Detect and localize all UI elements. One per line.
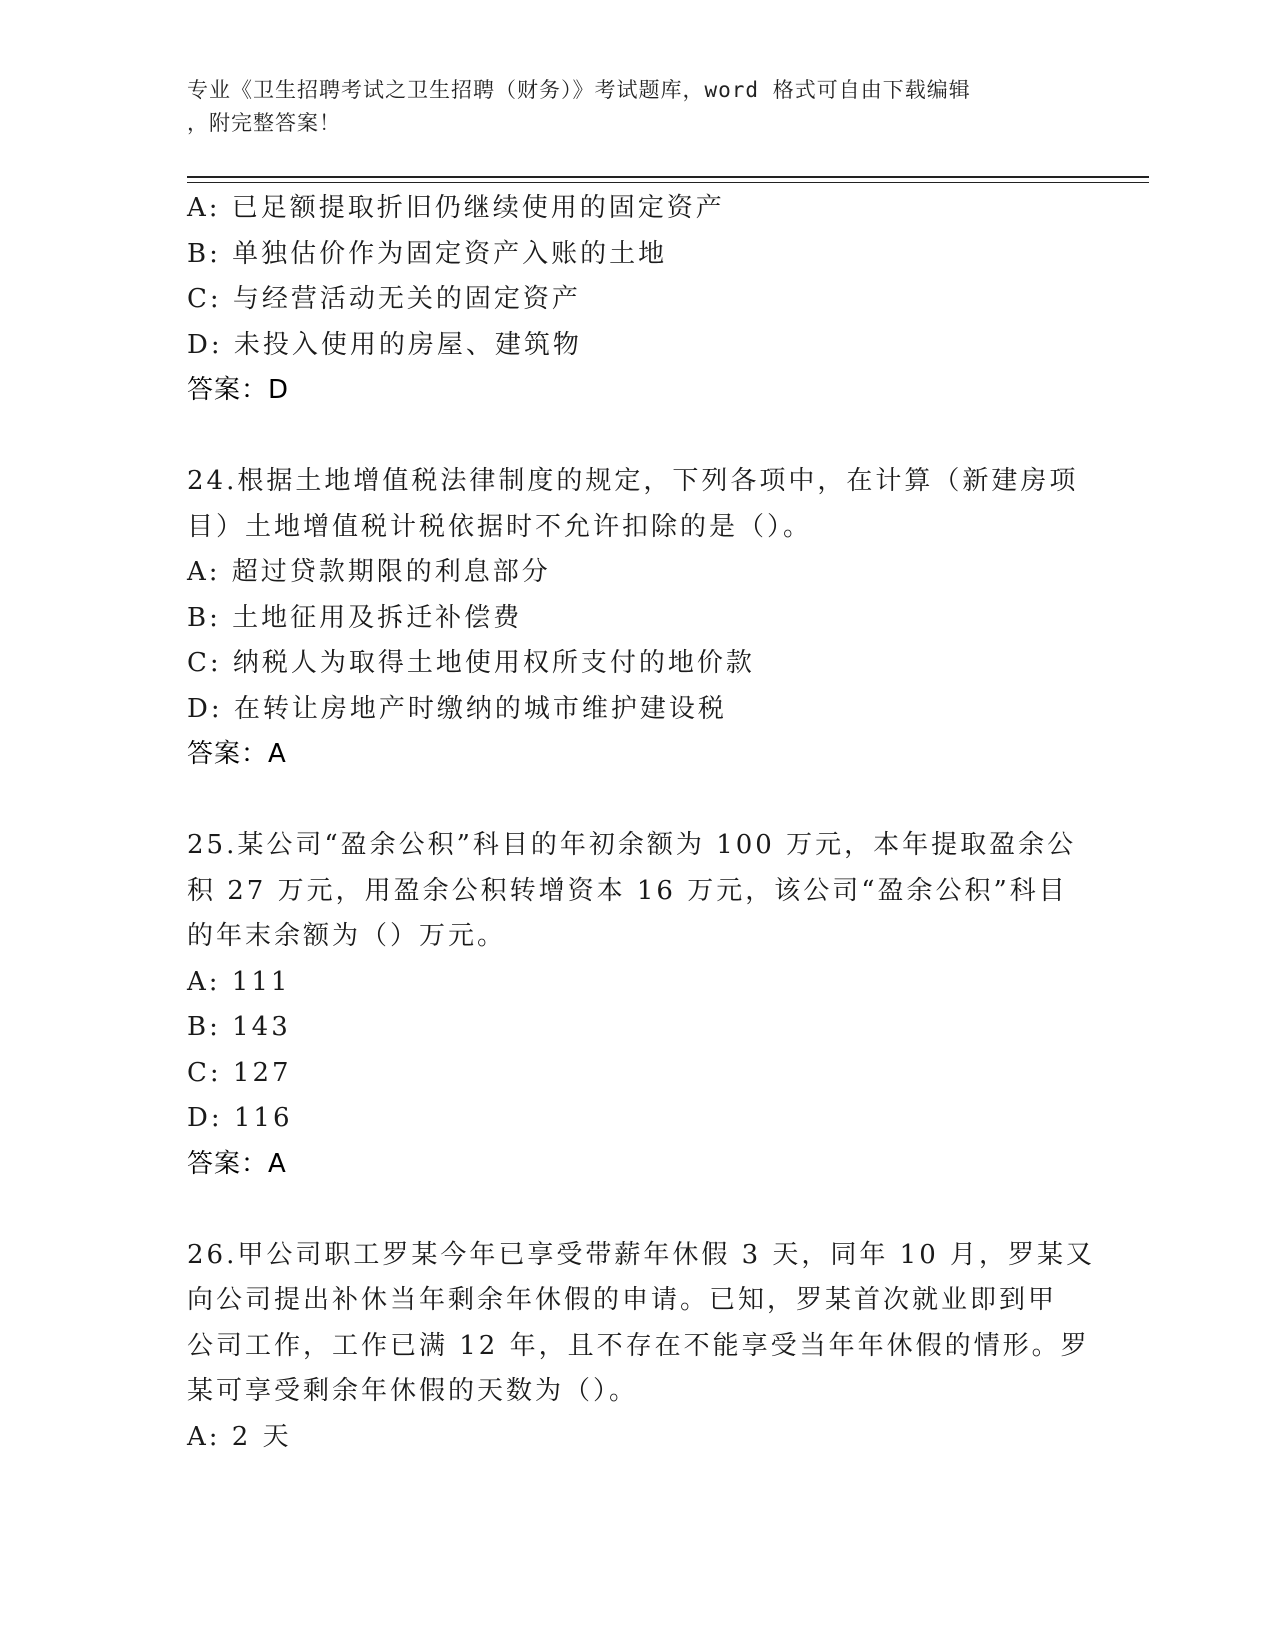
- q26-stem-line-1: 26.甲公司职工罗某今年已享受带薪年休假 3 天，同年 10 月，罗某又: [187, 1239, 1096, 1270]
- q24-option-b: B: 土地征用及拆迁补偿费: [187, 602, 523, 633]
- q25-option-c: C: 127: [187, 1057, 292, 1088]
- q24-answer: 答案：A: [187, 739, 287, 769]
- q24-option-d: D: 在转让房地产时缴纳的城市维护建设税: [187, 693, 727, 724]
- q24-option-a: A: 超过贷款期限的利息部分: [187, 557, 551, 587]
- q25-stem-line-2: 积 27 万元，用盈余公积转增资本 16 万元，该公司“盈余公积”科目: [187, 875, 1068, 906]
- spacer: [187, 1187, 1087, 1233]
- q26-option-a: A: 2 天: [187, 1421, 292, 1452]
- q26-stem-line-3: 公司工作，工作已满 12 年，且不存在不能享受当年年休假的情形。罗: [187, 1330, 1090, 1361]
- question-24-block: [187, 459, 1087, 778]
- q24-option-c: C: 纳税人为取得土地使用权所支付的地价款: [187, 648, 755, 678]
- header-rule-thin: [187, 182, 1149, 183]
- spacer: [187, 414, 1087, 460]
- q23-option-b: B: 单独估价作为固定资产入账的土地: [187, 238, 668, 269]
- document-header: [187, 74, 1087, 140]
- header-line-1: 专业《卫生招聘考试之卫生招聘（财务）》考试题库，word 格式可自由下载编辑: [187, 78, 971, 102]
- question-25-block: [187, 823, 1087, 1187]
- q23-option-c: C: 与经营活动无关的固定资产: [187, 284, 581, 314]
- q25-option-b: B: 143: [187, 1012, 291, 1042]
- q23-option-d: D: 未投入使用的房屋、建筑物: [187, 329, 582, 360]
- q23-answer: 答案：D: [187, 375, 290, 405]
- q26-stem-line-4: 某可享受剩余年休假的天数为（）。: [187, 1376, 639, 1406]
- header-line-2: ，附完整答案！: [187, 111, 341, 135]
- question-23-block: [187, 186, 1087, 414]
- q24-stem-line-2: 目）土地增值税计税依据时不允许扣除的是（）。: [187, 511, 813, 542]
- q26-stem-line-2: 向公司提出补休当年剩余年休假的申请。已知，罗某首次就业即到甲: [187, 1285, 1058, 1315]
- header-rule-thick: [187, 176, 1149, 178]
- q25-answer: 答案：A: [187, 1148, 287, 1179]
- question-26-block: [187, 1233, 1096, 1461]
- q25-stem-line-1: 25.某公司“盈余公积”科目的年初余额为 100 万元，本年提取盈余公: [187, 830, 1077, 860]
- q25-option-a: A: 111: [187, 966, 291, 997]
- spacer: [187, 778, 1087, 824]
- q23-option-a: A: 已足额提取折旧仍继续使用的固定资产: [187, 193, 725, 223]
- q24-stem-line-1: 24.根据土地增值税法律制度的规定，下列各项中，在计算（新建房项: [187, 466, 1079, 496]
- question-content: [187, 186, 1096, 1460]
- q25-stem-line-3: 的年末余额为（）万元。: [187, 921, 507, 951]
- q25-option-d: D: 116: [187, 1103, 293, 1133]
